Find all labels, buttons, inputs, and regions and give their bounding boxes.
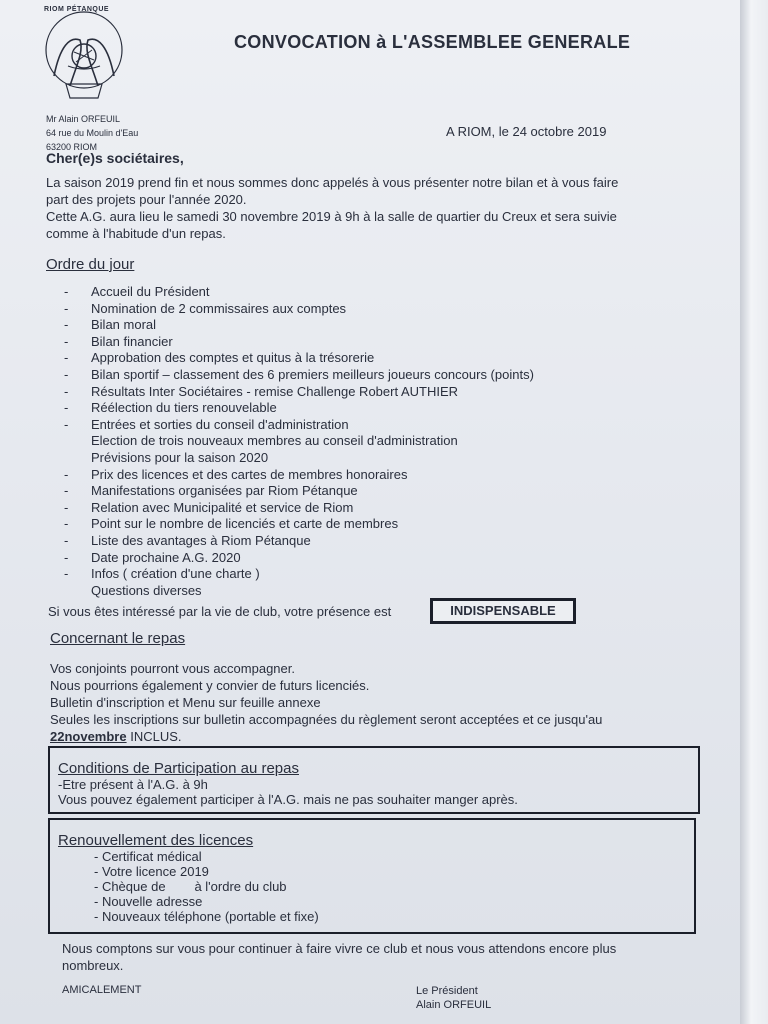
agenda-item-dash bbox=[64, 583, 91, 600]
licences-item: - Nouvelle adresse bbox=[94, 894, 203, 909]
agenda-item-text: Nomination de 2 commissaires aux comptes bbox=[91, 300, 347, 316]
agenda-item bbox=[64, 301, 534, 318]
agenda-item bbox=[64, 384, 534, 401]
agenda-item-dash: - bbox=[64, 499, 69, 515]
agenda-item-dash bbox=[64, 450, 91, 467]
agenda-item-text: Relation avec Municipalité et service de Riom bbox=[91, 499, 354, 515]
agenda-item bbox=[64, 566, 534, 583]
repas-line: Bulletin d'inscription et Menu sur feuille annexe bbox=[50, 695, 321, 710]
deadline-line bbox=[50, 728, 602, 745]
document-title: CONVOCATION à L'ASSEMBLEE GENERALE bbox=[234, 32, 631, 52]
agenda-item-text: Election de trois nouveaux membres au conseil d'administration bbox=[91, 433, 458, 449]
agenda-item bbox=[64, 583, 534, 600]
conditions-line: Vous pouvez également participer à l'A.G. mais ne pas souhaiter manger après. bbox=[58, 792, 518, 807]
sender-city: 63200 RIOM bbox=[46, 142, 98, 152]
presence-text: Si vous êtes intéressé par la vie de club, votre présence est bbox=[48, 604, 392, 619]
sender-street: 64 rue du Moulin d'Eau bbox=[46, 128, 139, 138]
repas-heading: Concernant le repas bbox=[50, 630, 186, 647]
agenda-item-dash: - bbox=[64, 333, 69, 349]
agenda-item bbox=[64, 334, 534, 351]
deadline-date: 22novembre bbox=[50, 729, 127, 744]
conditions-heading: Conditions de Participation au repas bbox=[58, 760, 299, 777]
intro-paragraph bbox=[46, 174, 686, 242]
agenda-item-text: Résultats Inter Sociétaires - remise Challenge Robert AUTHIER bbox=[91, 383, 459, 399]
sender-address bbox=[46, 112, 138, 154]
agenda-item bbox=[64, 550, 534, 567]
agenda-item-text: Date prochaine A.G. 2020 bbox=[91, 549, 241, 565]
agenda-item-text: Prix des licences et des cartes de membres honoraires bbox=[91, 466, 408, 482]
agenda-item-dash: - bbox=[64, 400, 69, 416]
agenda-item-dash: - bbox=[64, 317, 69, 333]
agenda-item bbox=[64, 450, 534, 467]
agenda-item-text: Point sur le nombre de licenciés et carte de membres bbox=[91, 516, 399, 532]
licences-item: - Votre licence 2019 bbox=[94, 864, 209, 879]
licences-item: - Nouveaux téléphone (portable et fixe) bbox=[94, 909, 319, 924]
agenda-item-text: Manifestations organisées par Riom Pétanque bbox=[91, 483, 358, 499]
intro-line: comme à l'habitude d'un repas. bbox=[46, 226, 226, 241]
agenda-item bbox=[64, 533, 534, 550]
agenda-item-dash: - bbox=[64, 300, 69, 316]
sender-name: Mr Alain ORFEUIL bbox=[46, 114, 121, 124]
intro-line: part des projets pour l'année 2020. bbox=[46, 192, 247, 207]
letter-date: A RIOM, le 24 octobre 2019 bbox=[446, 124, 607, 139]
club-logo bbox=[40, 6, 124, 102]
agenda-item-dash: - bbox=[64, 416, 69, 432]
repas-line: Vos conjoints pourront vous accompagner. bbox=[50, 661, 295, 676]
signature-name: Alain ORFEUIL bbox=[416, 999, 492, 1011]
signature bbox=[416, 984, 491, 1012]
licences-item: - Chèque de à l'ordre du club bbox=[94, 879, 287, 894]
greeting: Cher(e)s sociétaires, bbox=[46, 150, 184, 166]
agenda-item-dash: - bbox=[64, 350, 69, 366]
agenda-item bbox=[64, 483, 534, 500]
agenda-item-text: Questions diverses bbox=[91, 582, 202, 598]
deadline-suffix: INCLUS. bbox=[126, 729, 182, 744]
agenda-item-text: Réélection du tiers renouvelable bbox=[91, 400, 277, 416]
page-edge bbox=[740, 0, 768, 1024]
intro-line: La saison 2019 prend fin et nous sommes donc appelés à vous présenter notre bilan et à vous faire bbox=[46, 175, 619, 190]
repas-paragraph bbox=[50, 660, 602, 745]
amicalement: AMICALEMENT bbox=[62, 984, 142, 996]
licences-heading: Renouvellement des licences bbox=[58, 832, 254, 849]
agenda-item bbox=[64, 400, 534, 417]
agenda-item-dash: - bbox=[64, 383, 69, 399]
agenda-item bbox=[64, 367, 534, 384]
agenda-item-dash bbox=[64, 433, 91, 450]
repas-line: Seules les inscriptions sur bulletin accompagnées du règlement seront acceptées et ce jusqu'au bbox=[50, 712, 603, 727]
agenda-item-text: Bilan financier bbox=[91, 333, 173, 349]
agenda-item-dash: - bbox=[64, 516, 69, 532]
licences-box bbox=[48, 818, 696, 934]
agenda-item-dash: - bbox=[64, 549, 69, 565]
closing-paragraph: Nous comptons sur vous pour continuer à faire vivre ce club et nous vous attendons encore plus nombreux. bbox=[62, 941, 617, 973]
indispensable-badge: INDISPENSABLE bbox=[430, 598, 576, 624]
agenda-item-dash: - bbox=[64, 284, 69, 299]
agenda-item-dash: - bbox=[64, 366, 69, 382]
agenda-item-text: Bilan moral bbox=[91, 317, 157, 333]
agenda-item bbox=[64, 284, 534, 301]
agenda-item bbox=[64, 516, 534, 533]
agenda-list bbox=[64, 284, 534, 599]
agenda-item-dash: - bbox=[64, 566, 69, 582]
agenda-item-text: Infos ( création d'une charte ) bbox=[91, 566, 260, 582]
agenda-item bbox=[64, 433, 534, 450]
agenda-item bbox=[64, 317, 534, 334]
agenda-item bbox=[64, 500, 534, 517]
licences-item: - Certificat médical bbox=[94, 849, 202, 864]
agenda-item bbox=[64, 467, 534, 484]
agenda-item-dash: - bbox=[64, 532, 69, 548]
agenda-item-text: Entrées et sorties du conseil d'administration bbox=[91, 416, 349, 432]
repas-line: Nous pourrions également y convier de futurs licenciés. bbox=[50, 678, 370, 693]
licences-list bbox=[58, 849, 694, 924]
conditions-line: -Etre présent à l'A.G. à 9h bbox=[58, 777, 208, 792]
logo-text: RIOM PÉTANQUE bbox=[44, 6, 110, 13]
agenda-item-text: Bilan sportif – classement des 6 premiers meilleurs joueurs concours (points) bbox=[91, 366, 534, 382]
intro-line: Cette A.G. aura lieu le samedi 30 novembre 2019 à 9h à la salle de quartier du Creux et sera suivie bbox=[46, 209, 617, 224]
signature-role: Le Président bbox=[416, 985, 478, 997]
agenda-item-text: Approbation des comptes et quitus à la trésorerie bbox=[91, 350, 375, 366]
agenda-item-dash: - bbox=[64, 483, 69, 499]
agenda-item-dash: - bbox=[64, 466, 69, 482]
agenda-item-text: Liste des avantages à Riom Pétanque bbox=[91, 532, 311, 548]
agenda-item bbox=[64, 417, 534, 434]
conditions-box bbox=[48, 746, 700, 814]
agenda-item bbox=[64, 350, 534, 367]
agenda-item-text: Prévisions pour la saison 2020 bbox=[91, 449, 269, 465]
agenda-item-text: Accueil du Président bbox=[91, 284, 210, 299]
agenda-heading: Ordre du jour bbox=[46, 256, 135, 273]
